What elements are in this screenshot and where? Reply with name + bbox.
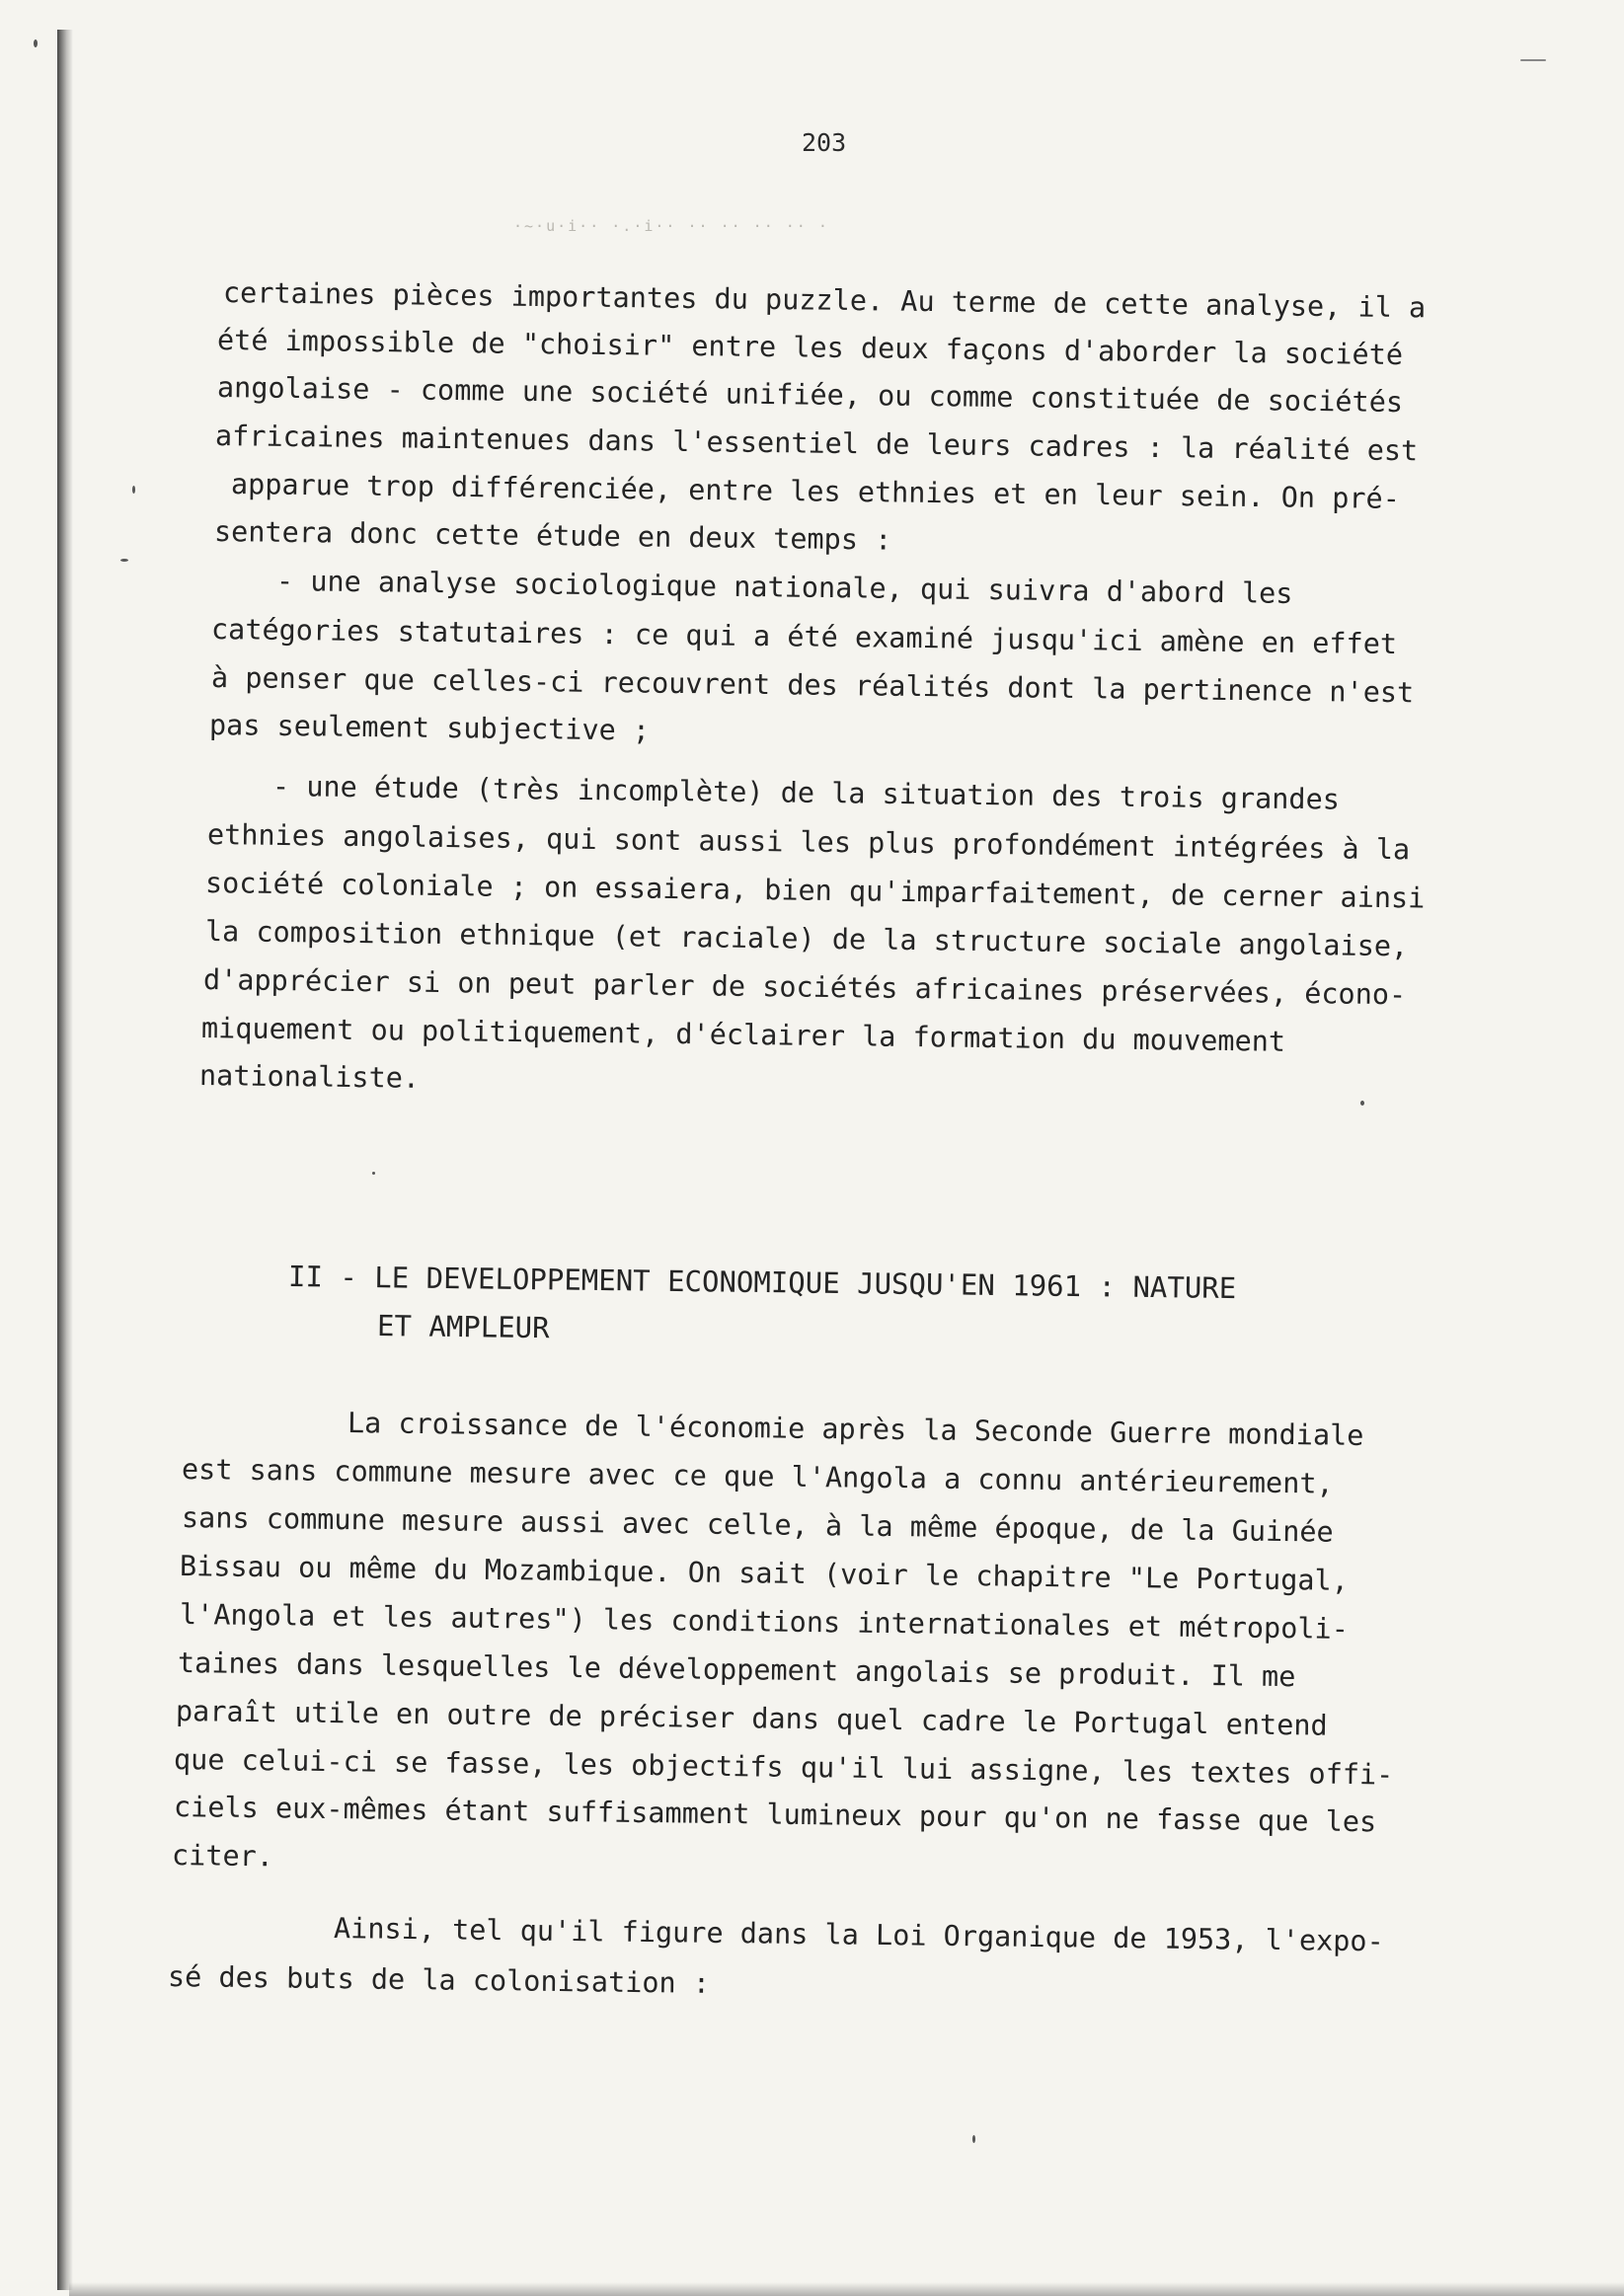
text-line: sans commune mesure aussi avec celle, à la même époque, de la Guinée bbox=[181, 1501, 1334, 1549]
copy-speck bbox=[132, 486, 135, 494]
page-bottom-edge bbox=[69, 2282, 1624, 2296]
text-line: d'apprécier si on peut parler de sociétés africaines préservées, écono- bbox=[202, 963, 1407, 1012]
copy-speck bbox=[1520, 59, 1546, 61]
text-line: que celui-ci se fasse, les objectifs qu'il lui assigne, les textes offi- bbox=[173, 1743, 1394, 1792]
text-line: taines dans lesquelles le développement angolais se produit. Il me bbox=[177, 1646, 1296, 1694]
text-line: à penser que celles-ci recouvrent des réalités dont la pertinence n'est bbox=[210, 661, 1415, 710]
text-line: apparue trop différenciée, entre les ethnies et en leur sein. On pré- bbox=[230, 468, 1401, 515]
page-number: 203 bbox=[802, 128, 847, 157]
faded-header-bleed: ·~·u·i·· ·.·i·· ·· ·· ·· ·· · bbox=[513, 217, 829, 235]
text-line: l'Angola et les autres") les conditions internationales et métropoli- bbox=[179, 1598, 1350, 1645]
text-line: paraît utile en outre de préciser dans quel cadre le Portugal entend bbox=[175, 1695, 1328, 1742]
text-line: angolaise - comme une société unifiée, ou comme constituée de sociétés bbox=[216, 371, 1404, 420]
text-line: - une étude (très incomplète) de la situation des trois grandes bbox=[271, 770, 1341, 816]
text-line: catégories statutaires : ce qui a été examiné jusqu'ici amène en effet bbox=[210, 613, 1398, 661]
text-line: Ainsi, tel qu'il figure dans la Loi Organique de 1953, l'expo- bbox=[333, 1912, 1384, 1958]
text-line: pas seulement subjective ; bbox=[208, 709, 651, 747]
text-line: sentera donc cette étude en deux temps : bbox=[213, 515, 892, 557]
text-line: est sans commune mesure avec ce que l'Angola a connu antérieurement, bbox=[181, 1453, 1334, 1500]
text-line: citer. bbox=[171, 1839, 274, 1874]
text-line: La croissance de l'économie après la Seconde Guerre mondiale bbox=[347, 1407, 1364, 1452]
section-heading-line-1: II - LE DEVELOPPEMENT ECONOMIQUE JUSQU'EN 1961 : NATURE bbox=[287, 1260, 1237, 1306]
copy-speck bbox=[972, 2135, 975, 2143]
text-line: miquement ou politiquement, d'éclairer la formation du mouvement bbox=[200, 1012, 1286, 1058]
text-line: nationaliste. bbox=[198, 1059, 421, 1095]
text-line: - une analyse sociologique nationale, qui suivra d'abord les bbox=[275, 565, 1293, 610]
copy-speck bbox=[34, 39, 38, 47]
text-line: africaines maintenues dans l'essentiel de leurs cadres : la réalité est bbox=[214, 420, 1419, 468]
copy-speck bbox=[372, 1172, 375, 1175]
text-line: été impossible de "choisir" entre les deux façons d'aborder la société bbox=[216, 324, 1404, 372]
binding-shadow bbox=[57, 30, 73, 2290]
text-line: ethnies angolaises, qui sont aussi les plus profondément intégrées à la bbox=[206, 818, 1411, 867]
copy-speck bbox=[120, 559, 128, 562]
text-line: certaines pièces importantes du puzzle. Au terme de cette analyse, il a bbox=[222, 276, 1427, 325]
text-line: sé des buts de la colonisation : bbox=[167, 1960, 711, 2000]
text-line: Bissau ou même du Mozambique. On sait (voir le chapitre "Le Portugal, bbox=[179, 1550, 1350, 1597]
copy-speck bbox=[1360, 1101, 1364, 1106]
text-line: la composition ethnique (et raciale) de la structure sociale angolaise, bbox=[204, 915, 1409, 963]
text-line: société coloniale ; on essaiera, bien qu'imparfaitement, de cerner ainsi bbox=[204, 867, 1426, 915]
section-heading-line-2: ET AMPLEUR bbox=[376, 1309, 550, 1345]
text-line: ciels eux-mêmes étant suffisamment lumineux pour qu'on ne fasse que les bbox=[173, 1791, 1377, 1839]
